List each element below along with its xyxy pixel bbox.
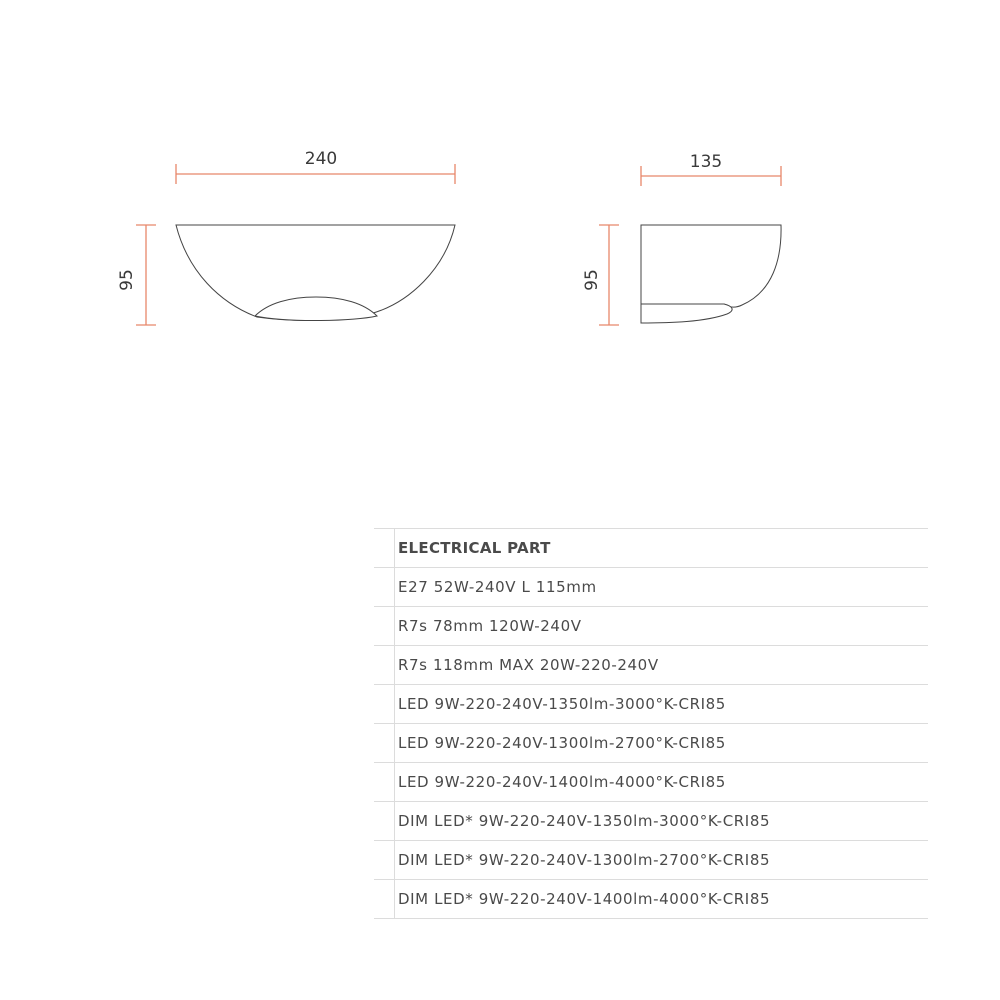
- table-header: ELECTRICAL PART: [398, 539, 551, 557]
- spec-cell: LED 9W-220-240V-1400lm-4000°K-CRI85: [398, 773, 726, 791]
- front-height-label: 95: [117, 269, 137, 291]
- table-row: [374, 607, 928, 646]
- front-width-dimension: [176, 149, 455, 184]
- table-row: [374, 763, 928, 802]
- front-width-label: 240: [304, 149, 338, 169]
- side-height-dimension: [582, 225, 619, 325]
- side-height-label: 95: [582, 269, 602, 291]
- table-row: [374, 841, 928, 880]
- table-row: [374, 724, 928, 763]
- spec-cell: E27 52W-240V L 115mm: [398, 578, 597, 596]
- front-lamp-outline: [176, 225, 455, 321]
- spec-cell: DIM LED* 9W-220-240V-1350lm-3000°K-CRI85: [398, 812, 771, 830]
- side-lamp-outline: [641, 225, 781, 323]
- side-depth-label: 135: [689, 152, 723, 172]
- table-row: [374, 568, 928, 607]
- table-row: [374, 802, 928, 841]
- table-row: [374, 880, 928, 919]
- side-depth-dimension: [641, 152, 781, 186]
- electrical-part-table: [374, 528, 928, 919]
- spec-cell: R7s 78mm 120W-240V: [398, 617, 582, 635]
- front-view: [117, 149, 455, 325]
- spec-cell: DIM LED* 9W-220-240V-1400lm-4000°K-CRI85: [398, 890, 771, 908]
- table-row: [374, 646, 928, 685]
- spec-cell: LED 9W-220-240V-1350lm-3000°K-CRI85: [398, 695, 726, 713]
- spec-cell: DIM LED* 9W-220-240V-1300lm-2700°K-CRI85: [398, 851, 771, 869]
- technical-drawings: [0, 0, 1000, 480]
- spec-cell: LED 9W-220-240V-1300lm-2700°K-CRI85: [398, 734, 726, 752]
- front-height-dimension: [117, 225, 156, 325]
- table-header-row: [374, 529, 928, 568]
- spec-cell: R7s 118mm MAX 20W-220-240V: [398, 656, 659, 674]
- side-view: [582, 152, 781, 325]
- table-row: [374, 685, 928, 724]
